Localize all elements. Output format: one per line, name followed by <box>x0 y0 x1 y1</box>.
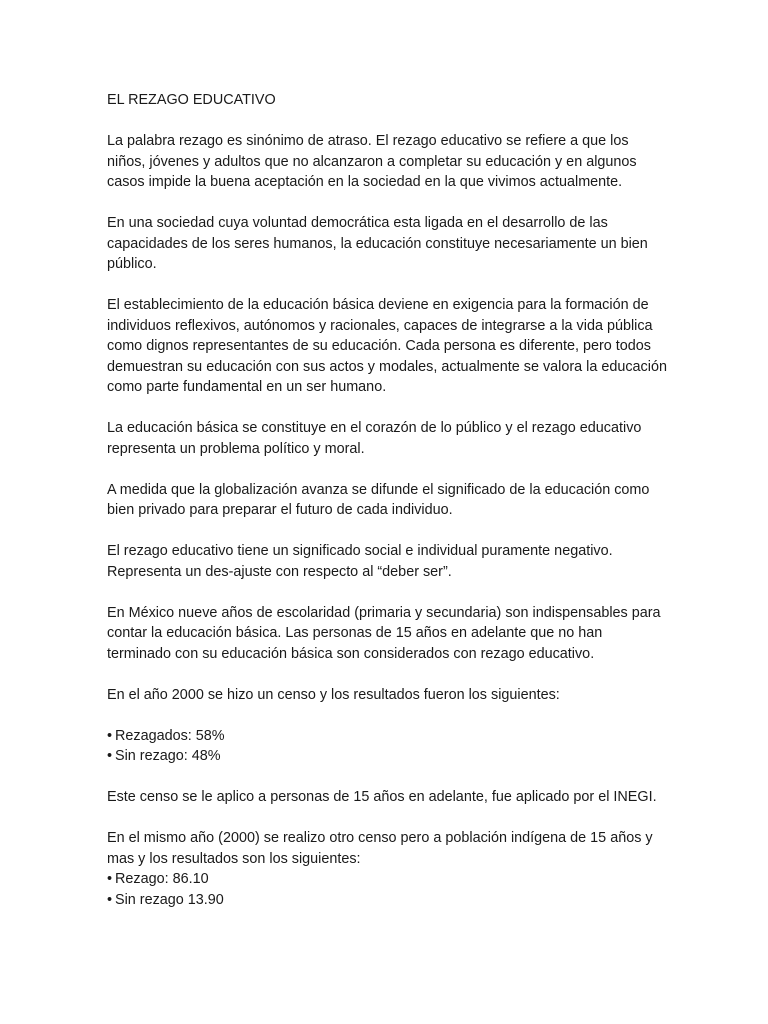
list-item-text: Rezagados: 58% <box>115 727 225 744</box>
bullet-icon: • <box>107 727 113 744</box>
paragraph-mexico-schooling: En México nueve años de escolaridad (primaria y secundaria) son indispensables para contar la educación básica. Las personas de 15 años en adelante que no han terminado con su educación básica son considerados con rezago educativo. <box>107 604 661 662</box>
document-page <box>107 90 667 910</box>
list-item-text: Sin rezago 13.90 <box>115 891 224 908</box>
list-item-text: Sin rezago: 48% <box>115 748 221 764</box>
paragraph-negative-meaning: El rezago educativo tiene un significado social e individual puramente negativo. Representa un des-ajuste con respecto al “deber ser”. <box>107 543 613 580</box>
bullet-icon: • <box>107 871 113 887</box>
paragraph-globalization: A medida que la globalización avanza se difunde el significado de la educación como bien privado para preparar el futuro de cada individuo. <box>107 481 650 518</box>
paragraph-democratic-society: En una sociedad cuya voluntad democrática esta ligada en el desarrollo de las capacidades de los seres humanos, la educación constituye necesariamente un bien público. <box>107 215 648 272</box>
indigenous-results-list <box>107 869 667 910</box>
paragraph-census-2000-intro: En el año 2000 se hizo un censo y los resultados fueron los siguientes: <box>107 686 560 703</box>
list-item <box>107 746 667 767</box>
list-item <box>107 726 667 747</box>
document-title: EL REZAGO EDUCATIVO <box>107 92 276 108</box>
list-item <box>107 890 667 911</box>
bullet-icon: • <box>107 891 113 908</box>
paragraph-indigenous-intro: En el mismo año (2000) se realizo otro censo pero a población indígena de 15 años y mas y los resultados son los siguientes: <box>107 830 653 867</box>
paragraph-census-note: Este censo se le aplico a personas de 15 años en adelante, fue aplicado por el INEGI. <box>107 789 657 805</box>
paragraph-public-heart: La educación básica se constituye en el corazón de lo público y el rezago educativo representa un problema político y moral. <box>107 420 642 457</box>
census-2000-results-list <box>107 726 667 767</box>
list-item-text: Rezago: 86.10 <box>115 871 209 887</box>
paragraph-definition: La palabra rezago es sinónimo de atraso. El rezago educativo se refiere a que los niños, jóvenes y adultos que no alcanzaron a completar su educación y en algunos casos impide la buena aceptación en la sociedad en la que vivimos actualmente. <box>107 133 637 190</box>
list-item <box>107 869 667 890</box>
paragraph-basic-education: El establecimiento de la educación básica deviene en exigencia para la formación de individuos reflexivos, autónomos y racionales, capaces de integrarse a la vida pública como dignos representantes de su educación. Cada persona es diferente, pero todos demuestran su educación con sus actos y modales, actualmente se valora la educación como parte fundamental en un ser humano. <box>107 297 667 395</box>
bullet-icon: • <box>107 748 113 764</box>
